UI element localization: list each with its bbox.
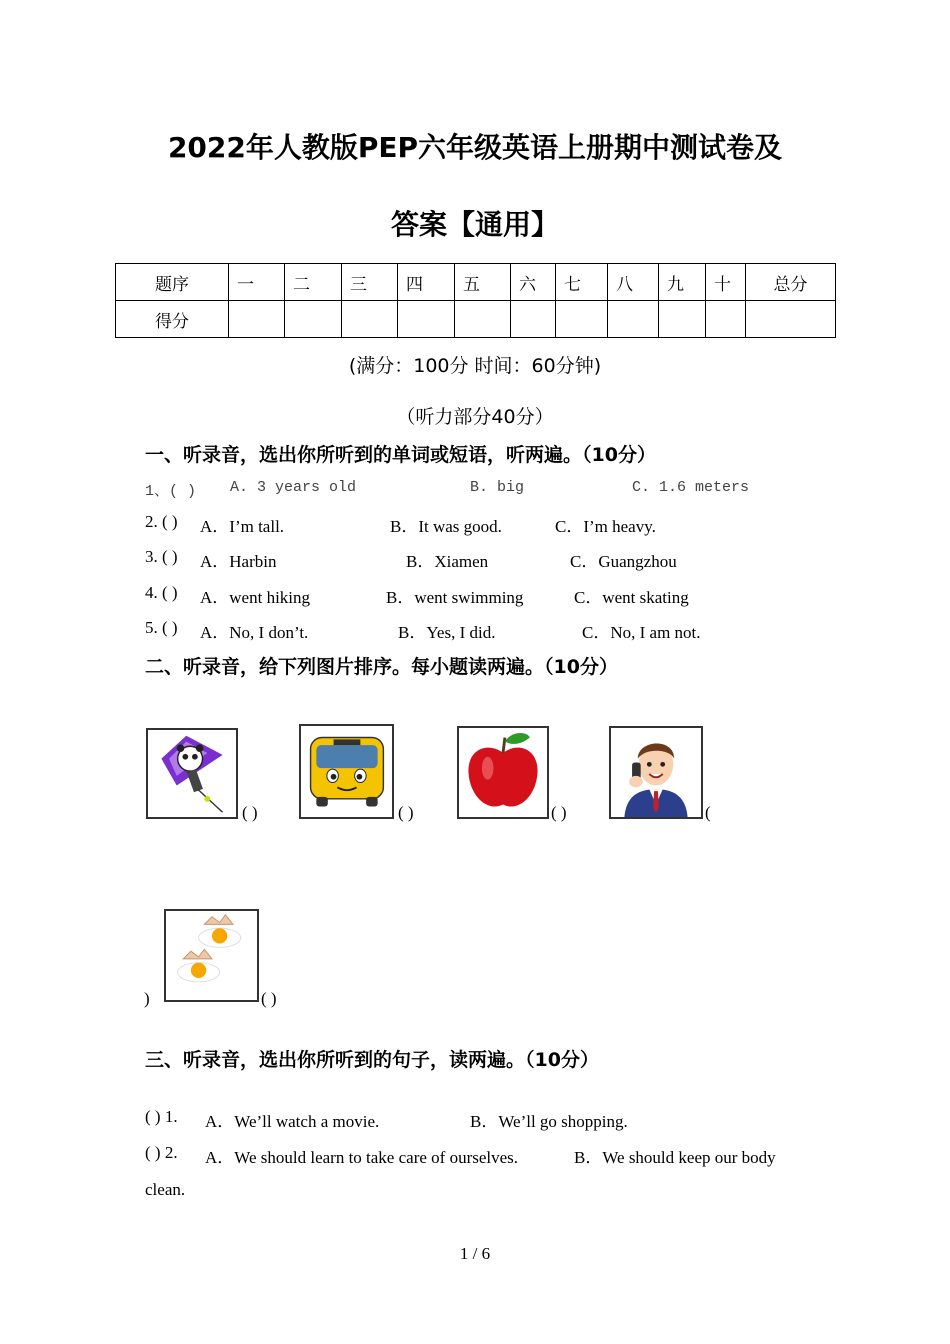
cracked-eggs-icon xyxy=(166,911,257,1000)
section3-heading: 三、听录音，选出你所听到的句子，读两遍。（10分） xyxy=(145,1049,599,1071)
score-cell-header: 八 xyxy=(608,264,659,301)
s3-q1-number: ( ) 1. xyxy=(145,1107,178,1126)
q1-number: 1、( ) xyxy=(145,483,197,500)
page-title-line1: 2022年人教版PEP六年级英语上册期中测试卷及 xyxy=(167,131,783,164)
q2-option-b: B．It was good. xyxy=(390,517,502,536)
listening-part-label: （听力部分40分） xyxy=(396,406,554,428)
score-cell-header: 一 xyxy=(229,264,285,301)
score-cell-input[interactable] xyxy=(706,301,746,338)
picture5-blank[interactable]: ( ) xyxy=(261,989,277,1008)
eggs-picture xyxy=(164,909,259,1002)
score-cell-header: 三 xyxy=(342,264,398,301)
score-table-header-row xyxy=(116,264,836,301)
kite-picture xyxy=(146,728,238,819)
q4-option-c: C．went skating xyxy=(574,588,689,607)
score-cell-label: 得分 xyxy=(116,301,229,338)
q5-option-a: A．No, I don’t. xyxy=(200,623,309,642)
q2-option-a: A．I’m tall. xyxy=(200,517,285,536)
page-title-line2: 答案【通用】 xyxy=(390,208,559,241)
score-cell-input[interactable] xyxy=(229,301,285,338)
q4-option-a: A．went hiking xyxy=(200,588,311,607)
q3-option-c: C．Guangzhou xyxy=(570,552,677,571)
page-number: 1 / 6 xyxy=(459,1244,491,1263)
score-cell-label: 题序 xyxy=(116,264,229,301)
phone-man-picture xyxy=(609,726,703,819)
apple-picture xyxy=(457,726,549,819)
score-table xyxy=(115,263,836,338)
score-cell-header: 七 xyxy=(556,264,608,301)
s3-q1-option-a: A．We’ll watch a movie. xyxy=(205,1112,380,1131)
q3-number: 3. ( ) xyxy=(145,547,178,566)
picture2-blank[interactable]: ( ) xyxy=(398,803,414,822)
q3-option-b: B．Xiamen xyxy=(406,552,489,571)
picture4-blank-close[interactable]: ) xyxy=(144,989,150,1008)
man-on-phone-icon xyxy=(611,728,701,817)
section1-heading: 一、听录音，选出你所听到的单词或短语，听两遍。（10分） xyxy=(145,444,656,466)
score-cell-input[interactable] xyxy=(659,301,706,338)
s3-q1-option-b: B．We’ll go shopping. xyxy=(470,1112,628,1131)
q2-option-c: C．I’m heavy. xyxy=(555,517,656,536)
section2-heading: 二、听录音，给下列图片排序。每小题读两遍。（10分） xyxy=(145,656,618,678)
bus-picture xyxy=(299,724,394,819)
q1-option-c: C. 1.6 meters xyxy=(632,479,750,496)
score-cell-input[interactable] xyxy=(511,301,556,338)
score-cell-input[interactable] xyxy=(342,301,398,338)
score-cell-input[interactable] xyxy=(455,301,511,338)
apple-icon xyxy=(459,728,547,817)
s3-q2-number: ( ) 2. xyxy=(145,1143,178,1162)
score-table-score-row xyxy=(116,301,836,338)
q2-number: 2. ( ) xyxy=(145,512,178,531)
q1-option-a: A. 3 years old xyxy=(230,479,357,496)
picture4-blank-open[interactable]: ( xyxy=(705,803,711,822)
score-cell-header: 九 xyxy=(659,264,706,301)
s3-q2-option-a: A．We should learn to take care of ourselves. xyxy=(205,1148,519,1167)
score-cell-input[interactable] xyxy=(608,301,659,338)
score-cell-input[interactable] xyxy=(398,301,455,338)
score-cell-header: 二 xyxy=(285,264,342,301)
score-cell-header: 四 xyxy=(398,264,455,301)
picture1-blank[interactable]: ( ) xyxy=(242,803,258,822)
q4-option-b: B．went swimming xyxy=(386,588,524,607)
score-cell-input[interactable] xyxy=(285,301,342,338)
full-score-note: (满分：100分 时间：60分钟) xyxy=(348,355,602,377)
s3-q2-option-b-continued: clean. xyxy=(145,1180,186,1199)
picture3-blank[interactable]: ( ) xyxy=(551,803,567,822)
score-cell-header: 六 xyxy=(511,264,556,301)
kite-icon xyxy=(148,730,236,817)
bus-icon xyxy=(301,726,392,817)
score-cell-total: 总分 xyxy=(746,264,836,301)
q5-option-c: C．No, I am not. xyxy=(582,623,701,642)
q3-option-a: A．Harbin xyxy=(200,552,277,571)
q5-number: 5. ( ) xyxy=(145,618,178,637)
score-cell-input[interactable] xyxy=(746,301,836,338)
q1-option-b: B. big xyxy=(470,479,525,496)
score-cell-header: 五 xyxy=(455,264,511,301)
score-cell-input[interactable] xyxy=(556,301,608,338)
q4-number: 4. ( ) xyxy=(145,583,178,602)
s3-q2-option-b: B．We should keep our body xyxy=(574,1148,776,1167)
q5-option-b: B．Yes, I did. xyxy=(398,623,496,642)
score-cell-header: 十 xyxy=(706,264,746,301)
